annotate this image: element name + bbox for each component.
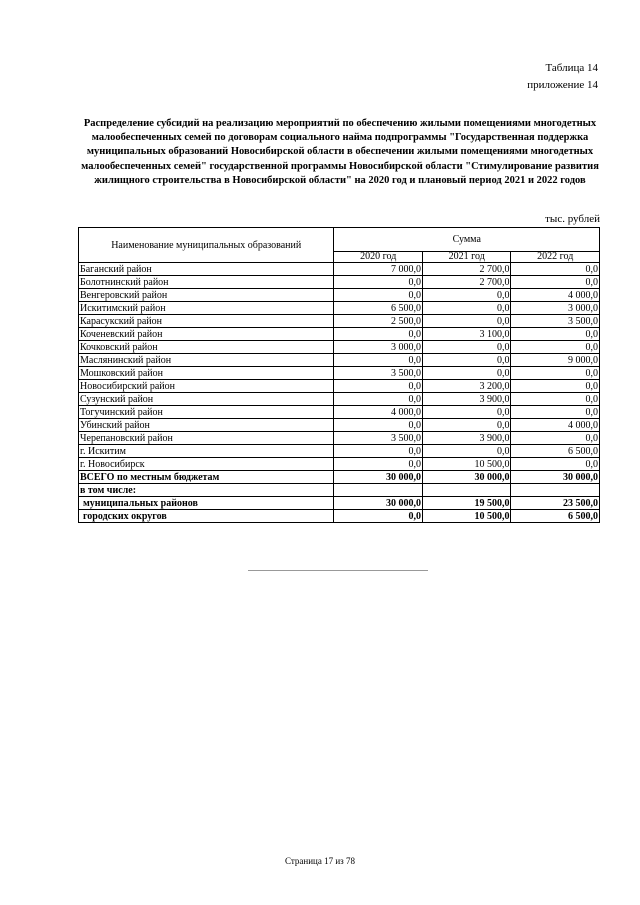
row-value: 4 000,0 (334, 406, 423, 419)
table-row (79, 276, 600, 289)
subsidy-table (78, 227, 600, 523)
row-name: Баганский район (79, 263, 334, 276)
row-value: 10 500,0 (422, 510, 511, 523)
table-row (79, 406, 600, 419)
row-name: Сузунский район (79, 393, 334, 406)
units-label: тыс. рублей (545, 213, 600, 225)
row-name: Убинский район (79, 419, 334, 432)
row-value: 0,0 (334, 380, 423, 393)
corner-labels (527, 60, 598, 94)
row-value: 0,0 (511, 328, 600, 341)
row-value: 0,0 (511, 263, 600, 276)
row-name: Венгеровский район (79, 289, 334, 302)
row-value: 0,0 (334, 276, 423, 289)
table-row (79, 497, 600, 510)
table-row (79, 471, 600, 484)
row-value: 2 500,0 (334, 315, 423, 328)
row-value: 0,0 (334, 328, 423, 341)
row-name: Маслянинский район (79, 354, 334, 367)
table-row (79, 302, 600, 315)
table-row (79, 354, 600, 367)
row-name: Карасукский район (79, 315, 334, 328)
row-name: Коченевский район (79, 328, 334, 341)
row-value (334, 484, 423, 497)
row-value: 6 500,0 (334, 302, 423, 315)
page-number: Страница 17 из 78 (285, 856, 355, 866)
row-name: Новосибирский район (79, 380, 334, 393)
row-value: 0,0 (334, 393, 423, 406)
year-header: 2020 год (334, 251, 423, 262)
row-value: 0,0 (422, 289, 511, 302)
row-value: 0,0 (422, 315, 511, 328)
row-value: 0,0 (511, 276, 600, 289)
row-value: 0,0 (511, 380, 600, 393)
table-row (79, 419, 600, 432)
row-value: 3 900,0 (422, 432, 511, 445)
row-value: 0,0 (334, 445, 423, 458)
row-value: 19 500,0 (422, 497, 511, 510)
table-row (79, 393, 600, 406)
table-row (79, 328, 600, 341)
table-row (79, 263, 600, 276)
row-value: 0,0 (334, 510, 423, 523)
appendix-label: приложение 14 (527, 79, 598, 91)
row-value: 0,0 (334, 419, 423, 432)
table-row (79, 289, 600, 302)
row-value: 30 000,0 (334, 471, 423, 484)
table-row (79, 315, 600, 328)
document-title: Распределение субсидий на реализацию мероприятий по обеспечению жилыми помещениями многодетных малообеспеченных семей по договорам социального найма подпрограммы "Государственная поддержка муниципальных образований Новосибирской области в обеспечении жилыми помещениями многодетных малообеспеченных семей" государственной программы Новосибирской области "Стимулирование развития жилищного строительства в Новосибирской области" на 2020 год и плановый период 2021 и 2022 годов (81, 118, 599, 186)
table-label: Таблица 14 (545, 62, 598, 74)
row-value: 10 500,0 (422, 458, 511, 471)
row-value: 30 000,0 (511, 471, 600, 484)
row-value: 0,0 (422, 302, 511, 315)
row-name: Черепановский район (79, 432, 334, 445)
table-row (79, 484, 600, 497)
row-value: 0,0 (422, 367, 511, 380)
row-value: 6 500,0 (511, 445, 600, 458)
row-value: 0,0 (511, 406, 600, 419)
row-value: 0,0 (422, 445, 511, 458)
sum-column-header: Сумма (334, 228, 600, 252)
row-name: муниципальных районов (79, 497, 334, 510)
row-value: 0,0 (511, 341, 600, 354)
row-value: 6 500,0 (511, 510, 600, 523)
year-header: 2021 год (422, 251, 511, 262)
row-value: 23 500,0 (511, 497, 600, 510)
including-label: в том числе: (79, 484, 334, 497)
row-value: 0,0 (422, 419, 511, 432)
row-value: 4 000,0 (511, 289, 600, 302)
row-value: 3 000,0 (334, 341, 423, 354)
row-name: Искитимский район (79, 302, 334, 315)
row-name: Мошковский район (79, 367, 334, 380)
row-value: 0,0 (422, 341, 511, 354)
row-value: 3 500,0 (511, 315, 600, 328)
row-name: г. Новосибирск (79, 458, 334, 471)
row-value: 4 000,0 (511, 419, 600, 432)
row-name: Тогучинский район (79, 406, 334, 419)
row-value: 30 000,0 (334, 497, 423, 510)
table-row (79, 341, 600, 354)
table-row (79, 445, 600, 458)
table-row (79, 367, 600, 380)
row-value: 0,0 (334, 458, 423, 471)
row-name: городских округов (79, 510, 334, 523)
row-value: 0,0 (511, 393, 600, 406)
row-value: 3 200,0 (422, 380, 511, 393)
table-row (79, 432, 600, 445)
row-value: 0,0 (334, 354, 423, 367)
row-value: 3 000,0 (511, 302, 600, 315)
row-value: 7 000,0 (334, 263, 423, 276)
name-column-header: Наименование муниципальных образований (79, 228, 334, 263)
row-value: 0,0 (422, 406, 511, 419)
row-value: 2 700,0 (422, 263, 511, 276)
year-header: 2022 год (511, 251, 600, 262)
table-row (79, 380, 600, 393)
row-value: 3 500,0 (334, 432, 423, 445)
row-value (422, 484, 511, 497)
row-name: г. Искитим (79, 445, 334, 458)
row-value: 2 700,0 (422, 276, 511, 289)
row-value: 3 100,0 (422, 328, 511, 341)
row-value: 3 900,0 (422, 393, 511, 406)
row-value: 0,0 (334, 289, 423, 302)
row-value (511, 484, 600, 497)
row-value: 0,0 (511, 367, 600, 380)
row-value: 0,0 (511, 432, 600, 445)
row-name: Болотнинский район (79, 276, 334, 289)
divider-line (248, 570, 428, 571)
row-name: ВСЕГО по местным бюджетам (79, 471, 334, 484)
row-value: 9 000,0 (511, 354, 600, 367)
row-value: 0,0 (511, 458, 600, 471)
row-value: 30 000,0 (422, 471, 511, 484)
table-row (79, 510, 600, 523)
row-value: 3 500,0 (334, 367, 423, 380)
table-row (79, 458, 600, 471)
row-value: 0,0 (422, 354, 511, 367)
row-name: Кочковский район (79, 341, 334, 354)
